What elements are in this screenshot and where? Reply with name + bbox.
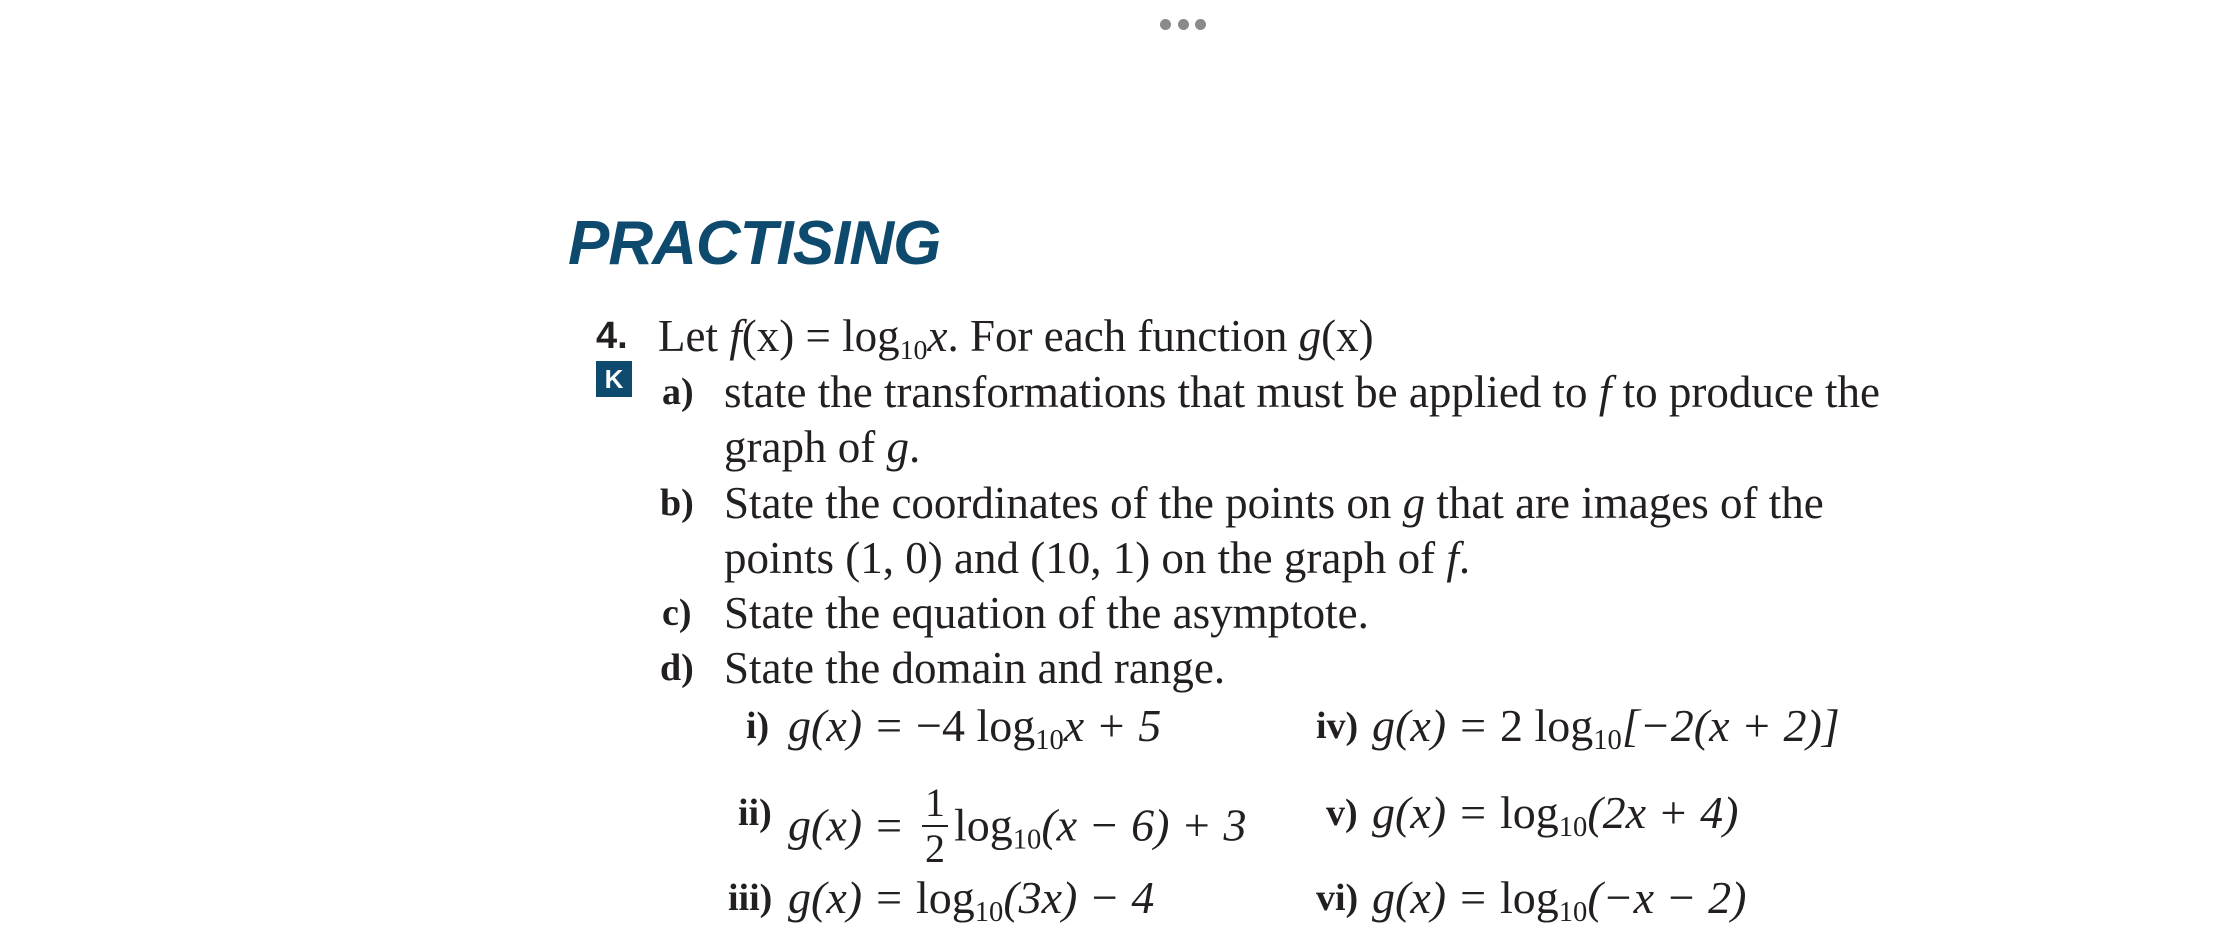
function-iii-label: iii) <box>728 877 773 919</box>
part-b-line2-post: . <box>1458 533 1471 583</box>
intro-f: f <box>729 311 742 361</box>
part-a-line1-pre: state the transformations that must be applied to <box>724 367 1588 417</box>
knowledge-badge: K <box>596 361 632 397</box>
part-a-line1-post: to produce the <box>1622 367 1880 417</box>
intro-prefix: Let <box>658 311 718 361</box>
part-a-line1 <box>724 364 1880 420</box>
function-i-eq: = <box>876 700 903 751</box>
part-a-line2-pre: graph of <box>724 422 876 472</box>
part-d-text: State the domain and range. <box>724 643 1226 693</box>
function-iii-lhs: g(x) <box>788 872 863 923</box>
function-v-eq: = <box>1460 787 1487 838</box>
function-iv-eq: = <box>1460 700 1487 751</box>
function-ii-expr <box>788 780 1247 875</box>
function-i-sub: 10 <box>1035 724 1064 756</box>
function-ii-lhs: g(x) <box>788 799 863 851</box>
part-c-text: State the equation of the asymptote. <box>724 588 1369 638</box>
function-vi-post: (−x − 2) <box>1587 872 1747 923</box>
function-vi-label: vi) <box>1316 877 1359 919</box>
intro-g: g <box>1298 311 1322 361</box>
function-i-label: i) <box>746 705 770 747</box>
function-iv-pre: 2 log <box>1500 700 1594 751</box>
section-heading: PRACTISING <box>568 209 941 278</box>
part-d-label: d) <box>660 647 694 689</box>
function-ii-post: (x − 6) + 3 <box>1041 799 1247 851</box>
function-ii-fraction <box>922 781 948 871</box>
function-iii-pre: log <box>916 872 975 923</box>
part-b-line2-f: f <box>1446 533 1459 583</box>
part-b-line2 <box>724 530 1470 586</box>
function-ii-label: ii) <box>738 792 772 834</box>
more-dot <box>1160 19 1171 30</box>
intro-rest: . For each function <box>947 311 1288 361</box>
part-a-label: a) <box>662 371 694 413</box>
question-number: 4. <box>596 315 628 357</box>
function-i-expr <box>788 698 1161 754</box>
function-ii-pre: log <box>954 799 1013 851</box>
part-a-line2-g: g <box>886 422 909 472</box>
intro-x2: x <box>927 311 948 361</box>
part-a-line1-f: f <box>1598 367 1612 417</box>
intro-gx: (x) <box>1321 311 1374 361</box>
part-b-label: b) <box>660 482 694 524</box>
part-c-label: c) <box>662 592 692 634</box>
function-v-sub: 10 <box>1558 811 1588 843</box>
function-vi-sub: 10 <box>1558 896 1588 928</box>
function-v-expr <box>1372 785 1738 841</box>
intro-x1: (x) <box>741 311 795 361</box>
function-ii-sub: 10 <box>1012 824 1042 856</box>
function-iv-expr <box>1372 698 1840 754</box>
part-b-line1-pre: State the coordinates of the points on <box>724 478 1392 528</box>
function-vi-lhs: g(x) <box>1372 872 1447 923</box>
function-iii-eq: = <box>876 872 903 923</box>
function-v-post: (2x + 4) <box>1587 787 1739 838</box>
function-iv-post: [−2(x + 2)] <box>1621 700 1840 751</box>
function-i-post: x + 5 <box>1063 700 1162 751</box>
part-a-line2-post: . <box>908 422 921 472</box>
part-b-line1 <box>724 475 1824 531</box>
function-iv-lhs: g(x) <box>1372 700 1447 751</box>
more-dot <box>1195 19 1206 30</box>
question-intro <box>658 308 1374 364</box>
function-vi-pre: log <box>1500 872 1559 923</box>
part-a-line2 <box>724 419 920 475</box>
function-iv-label: iv) <box>1316 705 1359 747</box>
function-v-label: v) <box>1326 792 1358 834</box>
function-i-lhs: g(x) <box>788 700 863 751</box>
function-ii-denominator: 2 <box>925 826 946 871</box>
function-ii-numerator: 1 <box>922 781 948 827</box>
more-horizontal-icon[interactable] <box>1160 17 1206 31</box>
part-b-line1-g: g <box>1402 478 1426 528</box>
function-v-lhs: g(x) <box>1372 787 1447 838</box>
function-vi-eq: = <box>1460 872 1487 923</box>
more-dot <box>1178 19 1189 30</box>
part-b-line1-post: that are images of the <box>1436 478 1824 528</box>
function-iii-sub: 10 <box>974 896 1004 928</box>
intro-eq: = log <box>805 311 900 361</box>
function-vi-expr <box>1372 870 1746 926</box>
function-ii-eq: = <box>876 799 903 851</box>
intro-sub: 10 <box>899 334 928 366</box>
part-b-line2-pre: points (1, 0) and (10, 1) on the graph of <box>724 533 1436 583</box>
function-v-pre: log <box>1500 787 1559 838</box>
function-i-pre: −4 log <box>916 700 1036 751</box>
function-iv-sub: 10 <box>1593 724 1622 756</box>
function-iii-post: (3x) − 4 <box>1003 872 1155 923</box>
function-iii-expr <box>788 870 1154 926</box>
